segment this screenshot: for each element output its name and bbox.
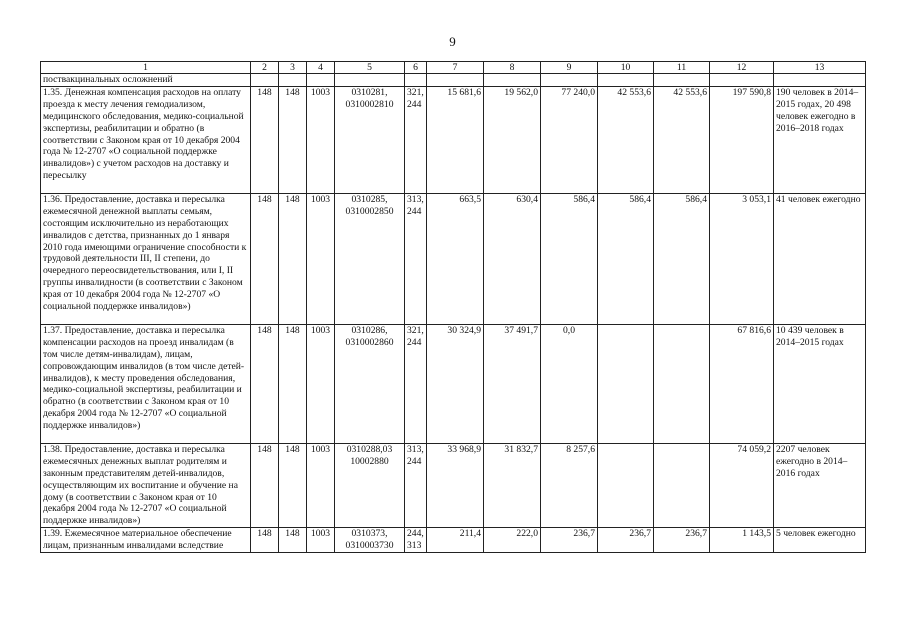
amount-cell: 663,5 — [427, 193, 484, 324]
expense-type: 321, 244 — [405, 324, 427, 443]
total-cell: 1 143,5 — [710, 528, 774, 553]
column-number: 4 — [307, 62, 335, 74]
column-number: 12 — [710, 62, 774, 74]
table-row — [41, 193, 866, 324]
target-code: 0310286, 0310002860 — [335, 324, 405, 443]
amount-cell — [598, 443, 654, 527]
amount-cell: 42 553,6 — [598, 86, 654, 193]
amount-cell: 77 240,0 — [541, 86, 598, 193]
section-code: 1003 — [307, 528, 335, 553]
total-cell: 74 059,2 — [710, 443, 774, 527]
admin-code: 148 — [251, 324, 279, 443]
amount-cell: 42 553,6 — [654, 86, 710, 193]
amount-cell: 0,0 — [541, 324, 598, 443]
expected-result: 2207 человек ежегодно в 2014–2016 годах — [774, 443, 866, 527]
measure-name: 1.39. Ежемесячное материальное обеспечение лицам, признанным инвалидами вследствие — [41, 528, 251, 553]
amount-cell: 37 491,7 — [484, 324, 541, 443]
measure-name: 1.38. Предоставление, доставка и пересылка ежемесячных денежных выплат родителям и законным представителям детей-инвалидов, осуществляющим их воспитание и обучение на дому (в соответствии с Законом края от 10 декабря 2004 года № 12-2707 «О социальной поддержке инвалидов») — [41, 443, 251, 527]
measure-name: 1.37. Предоставление, доставка и пересылка компенсации расходов на проезд инвалидам (в том числе детям-инвалидам), лицам, сопровождающим инвалидов (в том числе детей-инвалидов), к месту проведения обследования, медико-социальной экспертизы, реабилитации и обратно (в соответствии с Законом края от 10 декабря 2004 года № 12-2707 «О социальной поддержке инвалидов») — [41, 324, 251, 443]
measure-name: 1.36. Предоставление, доставка и пересылка ежемесячной денежной выплаты семьям, состоящим исключительно из неработающих инвалидов с детства, признанных до 1 января 2010 года имеющими ограничение способности к трудовой деятельности III, II степени, до очередного переосвидетельствования, или I, II группы инвалидности (в соответствии с Законом края от 10 декабря 2004 года № 12-2707 «О социальной поддержке инвалидов») — [41, 193, 251, 324]
column-number: 13 — [774, 62, 866, 74]
table-row — [41, 86, 866, 193]
column-number: 10 — [598, 62, 654, 74]
section-code: 1003 — [307, 86, 335, 193]
admin-code: 148 — [279, 528, 307, 553]
admin-code: 148 — [251, 443, 279, 527]
total-cell: 197 590,8 — [710, 86, 774, 193]
amount-cell: 586,4 — [598, 193, 654, 324]
column-number: 2 — [251, 62, 279, 74]
expense-type: 313, 244 — [405, 193, 427, 324]
target-code: 0310373, 0310003730 — [335, 528, 405, 553]
column-number: 1 — [41, 62, 251, 74]
amount-cell: 33 968,9 — [427, 443, 484, 527]
target-code: 0310288,03 10002880 — [335, 443, 405, 527]
section-code: 1003 — [307, 443, 335, 527]
table-row — [41, 443, 866, 527]
admin-code: 148 — [251, 193, 279, 324]
total-cell: 3 053,1 — [710, 193, 774, 324]
amount-cell — [654, 324, 710, 443]
program-table — [40, 61, 866, 553]
expected-result: 5 человек ежегодно — [774, 528, 866, 553]
section-code: 1003 — [307, 324, 335, 443]
expected-result: 190 человек в 2014–2015 годах, 20 498 человек ежегодно в 2016–2018 годах — [774, 86, 866, 193]
column-number: 8 — [484, 62, 541, 74]
amount-cell: 586,4 — [654, 193, 710, 324]
continuation-text: поствакцинальных осложнений — [41, 74, 251, 87]
column-number: 6 — [405, 62, 427, 74]
target-code: 0310281, 0310002810 — [335, 86, 405, 193]
admin-code: 148 — [279, 86, 307, 193]
admin-code: 148 — [279, 324, 307, 443]
admin-code: 148 — [279, 193, 307, 324]
admin-code: 148 — [251, 86, 279, 193]
column-number: 3 — [279, 62, 307, 74]
amount-cell — [654, 443, 710, 527]
column-number: 11 — [654, 62, 710, 74]
amount-cell: 236,7 — [598, 528, 654, 553]
amount-cell: 236,7 — [654, 528, 710, 553]
amount-cell: 31 832,7 — [484, 443, 541, 527]
amount-cell: 236,7 — [541, 528, 598, 553]
expense-type: 244, 313 — [405, 528, 427, 553]
column-number: 7 — [427, 62, 484, 74]
continuation-row — [41, 74, 866, 87]
measure-name: 1.35. Денежная компенсация расходов на оплату проезда к месту лечения гемодиализом, медицинского обследования, медико-социальной экспертизы, реабилитации и обратно (в соответствии с Законом края от 10 декабря 2004 года № 12-2707 «О социальной поддержке инвалидов») с учетом расходов на доставку и пересылку — [41, 86, 251, 193]
column-number-row — [41, 62, 866, 74]
section-code: 1003 — [307, 193, 335, 324]
table-row — [41, 324, 866, 443]
amount-cell: 630,4 — [484, 193, 541, 324]
total-cell: 67 816,6 — [710, 324, 774, 443]
admin-code: 148 — [279, 443, 307, 527]
expected-result: 10 439 человек в 2014–2015 годах — [774, 324, 866, 443]
amount-cell: 8 257,6 — [541, 443, 598, 527]
amount-cell: 586,4 — [541, 193, 598, 324]
page-number: 9 — [449, 34, 456, 49]
amount-cell: 30 324,9 — [427, 324, 484, 443]
admin-code: 148 — [251, 528, 279, 553]
amount-cell — [598, 324, 654, 443]
expected-result: 41 человек ежегодно — [774, 193, 866, 324]
column-number: 5 — [335, 62, 405, 74]
expense-type: 321, 244 — [405, 86, 427, 193]
table-row — [41, 528, 866, 553]
column-number: 9 — [541, 62, 598, 74]
amount-cell: 222,0 — [484, 528, 541, 553]
expense-type: 313, 244 — [405, 443, 427, 527]
amount-cell: 211,4 — [427, 528, 484, 553]
target-code: 0310285, 0310002850 — [335, 193, 405, 324]
amount-cell: 15 681,6 — [427, 86, 484, 193]
amount-cell: 19 562,0 — [484, 86, 541, 193]
